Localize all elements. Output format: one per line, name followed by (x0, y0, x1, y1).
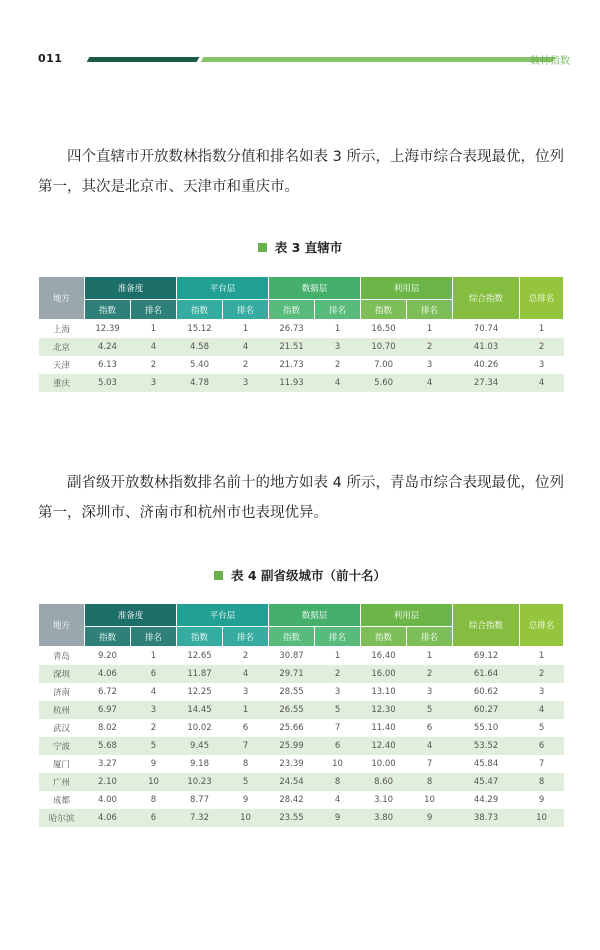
value-cell: 3 (520, 356, 564, 374)
region-cell: 天津 (39, 356, 85, 374)
value-cell: 24.54 (269, 773, 315, 791)
value-cell: 38.73 (453, 809, 520, 827)
value-cell: 5.40 (177, 356, 223, 374)
value-cell: 25.99 (269, 737, 315, 755)
value-cell: 1 (520, 320, 564, 338)
table-row (39, 791, 564, 809)
value-cell: 6 (131, 665, 177, 683)
region-cell: 宁波 (39, 737, 85, 755)
value-cell: 9 (520, 791, 564, 809)
value-cell: 28.55 (269, 683, 315, 701)
value-cell: 4.24 (85, 338, 131, 356)
table4-title (0, 566, 600, 584)
region-cell: 杭州 (39, 701, 85, 719)
value-cell: 10 (131, 773, 177, 791)
value-cell: 23.55 (269, 809, 315, 827)
header-use: 利用层 (361, 604, 453, 627)
table4-subprovincial-cities (38, 603, 564, 827)
value-cell: 40.26 (453, 356, 520, 374)
table-row (39, 683, 564, 701)
square-bullet-icon (258, 243, 267, 252)
value-cell: 2 (131, 356, 177, 374)
value-cell: 5 (315, 701, 361, 719)
header-rank: 排名 (223, 300, 269, 320)
value-cell: 60.27 (453, 701, 520, 719)
value-cell: 55.10 (453, 719, 520, 737)
table-row (39, 755, 564, 773)
value-cell: 3 (520, 683, 564, 701)
table3-title-text: 表 3 直辖市 (274, 240, 343, 255)
section-name: 数林指数 (530, 56, 570, 67)
value-cell: 8 (315, 773, 361, 791)
header-rank: 排名 (407, 300, 453, 320)
table-row (39, 647, 564, 665)
value-cell: 8.77 (177, 791, 223, 809)
table3-municipalities (38, 276, 564, 392)
value-cell: 3.10 (361, 791, 407, 809)
header-dark-bar (87, 57, 200, 62)
value-cell: 12.30 (361, 701, 407, 719)
value-cell: 7 (315, 719, 361, 737)
value-cell: 6.97 (85, 701, 131, 719)
value-cell: 4 (315, 791, 361, 809)
table-row (39, 356, 564, 374)
value-cell: 5.60 (361, 374, 407, 392)
value-cell: 6 (223, 719, 269, 737)
value-cell: 8 (407, 773, 453, 791)
header-green-bar (201, 57, 556, 62)
header-total-rank: 总排名 (520, 277, 564, 320)
value-cell: 11.87 (177, 665, 223, 683)
value-cell: 26.55 (269, 701, 315, 719)
value-cell: 5.03 (85, 374, 131, 392)
value-cell: 6 (407, 719, 453, 737)
value-cell: 2 (223, 356, 269, 374)
region-cell: 厦门 (39, 755, 85, 773)
value-cell: 30.87 (269, 647, 315, 665)
header-data: 数据层 (269, 604, 361, 627)
value-cell: 12.25 (177, 683, 223, 701)
header-index: 指数 (361, 300, 407, 320)
table-row (39, 665, 564, 683)
value-cell: 10 (315, 755, 361, 773)
table3-title (0, 238, 600, 256)
header-index: 指数 (177, 627, 223, 647)
value-cell: 4 (520, 701, 564, 719)
value-cell: 1 (407, 320, 453, 338)
region-cell: 武汉 (39, 719, 85, 737)
value-cell: 5 (520, 719, 564, 737)
region-cell: 济南 (39, 683, 85, 701)
value-cell: 4 (315, 374, 361, 392)
region-cell: 广州 (39, 773, 85, 791)
table-row (39, 737, 564, 755)
value-cell: 15.12 (177, 320, 223, 338)
value-cell: 3.27 (85, 755, 131, 773)
value-cell: 10.23 (177, 773, 223, 791)
value-cell: 9 (131, 755, 177, 773)
header-index: 指数 (177, 300, 223, 320)
value-cell: 3 (223, 683, 269, 701)
header-platform: 平台层 (177, 604, 269, 627)
value-cell: 3 (131, 701, 177, 719)
page-number: 011 (38, 52, 63, 65)
table-row (39, 773, 564, 791)
value-cell: 60.62 (453, 683, 520, 701)
value-cell: 8 (223, 755, 269, 773)
value-cell: 1 (520, 647, 564, 665)
value-cell: 6.13 (85, 356, 131, 374)
value-cell: 14.45 (177, 701, 223, 719)
table-row (39, 809, 564, 827)
value-cell: 2 (407, 338, 453, 356)
region-cell: 重庆 (39, 374, 85, 392)
value-cell: 7 (407, 755, 453, 773)
value-cell: 2 (520, 665, 564, 683)
value-cell: 3 (315, 683, 361, 701)
value-cell: 1 (315, 320, 361, 338)
value-cell: 7 (223, 737, 269, 755)
value-cell: 10.02 (177, 719, 223, 737)
region-cell: 青岛 (39, 647, 85, 665)
value-cell: 10 (223, 809, 269, 827)
value-cell: 26.73 (269, 320, 315, 338)
region-cell: 哈尔滨 (39, 809, 85, 827)
header-composite: 综合指数 (453, 277, 520, 320)
value-cell: 9.20 (85, 647, 131, 665)
header-index: 指数 (269, 627, 315, 647)
value-cell: 8.02 (85, 719, 131, 737)
header-index: 指数 (361, 627, 407, 647)
value-cell: 12.40 (361, 737, 407, 755)
table-row (39, 374, 564, 392)
value-cell: 41.03 (453, 338, 520, 356)
header-rank: 排名 (223, 627, 269, 647)
value-cell: 2 (131, 719, 177, 737)
table4-title-text: 表 4 副省级城市（前十名） (231, 568, 386, 583)
header-region: 地方 (39, 604, 85, 647)
table-row (39, 320, 564, 338)
value-cell: 23.39 (269, 755, 315, 773)
value-cell: 21.73 (269, 356, 315, 374)
value-cell: 4 (223, 338, 269, 356)
value-cell: 1 (315, 647, 361, 665)
region-cell: 北京 (39, 338, 85, 356)
value-cell: 3 (131, 374, 177, 392)
value-cell: 69.12 (453, 647, 520, 665)
value-cell: 1 (223, 320, 269, 338)
header-rank: 排名 (131, 300, 177, 320)
value-cell: 2 (223, 647, 269, 665)
value-cell: 3 (315, 338, 361, 356)
value-cell: 12.39 (85, 320, 131, 338)
value-cell: 7 (520, 755, 564, 773)
header-platform: 平台层 (177, 277, 269, 300)
value-cell: 25.66 (269, 719, 315, 737)
value-cell: 6 (520, 737, 564, 755)
value-cell: 10 (407, 791, 453, 809)
value-cell: 5 (131, 737, 177, 755)
value-cell: 27.34 (453, 374, 520, 392)
header-region: 地方 (39, 277, 85, 320)
value-cell: 5 (223, 773, 269, 791)
paragraph-municipalities: 四个直辖市开放数林指数分值和排名如表 3 所示，上海市综合表现最优，位列第一，其次是北京市、天津市和重庆市。 (38, 149, 564, 195)
value-cell: 6 (131, 809, 177, 827)
value-cell: 13.10 (361, 683, 407, 701)
value-cell: 61.64 (453, 665, 520, 683)
value-cell: 9 (407, 809, 453, 827)
value-cell: 28.42 (269, 791, 315, 809)
region-cell: 成都 (39, 791, 85, 809)
value-cell: 4 (520, 374, 564, 392)
value-cell: 4 (223, 665, 269, 683)
header-readiness: 准备度 (85, 277, 177, 300)
value-cell: 21.51 (269, 338, 315, 356)
value-cell: 3 (407, 356, 453, 374)
value-cell: 8 (131, 791, 177, 809)
value-cell: 9 (223, 791, 269, 809)
value-cell: 4.58 (177, 338, 223, 356)
value-cell: 3 (407, 683, 453, 701)
region-cell: 深圳 (39, 665, 85, 683)
value-cell: 2 (407, 665, 453, 683)
header-data: 数据层 (269, 277, 361, 300)
value-cell: 8.60 (361, 773, 407, 791)
value-cell: 4 (131, 683, 177, 701)
value-cell: 1 (223, 701, 269, 719)
page-header (38, 50, 570, 70)
value-cell: 44.29 (453, 791, 520, 809)
value-cell: 9.18 (177, 755, 223, 773)
value-cell: 9.45 (177, 737, 223, 755)
value-cell: 2 (315, 665, 361, 683)
value-cell: 6 (315, 737, 361, 755)
value-cell: 8 (520, 773, 564, 791)
table-row (39, 701, 564, 719)
header-index: 指数 (269, 300, 315, 320)
value-cell: 4.00 (85, 791, 131, 809)
value-cell: 4.06 (85, 665, 131, 683)
value-cell: 5 (407, 701, 453, 719)
value-cell: 4.06 (85, 809, 131, 827)
header-rank: 排名 (407, 627, 453, 647)
value-cell: 2 (520, 338, 564, 356)
value-cell: 6.72 (85, 683, 131, 701)
value-cell: 4 (407, 374, 453, 392)
header-index: 指数 (85, 300, 131, 320)
value-cell: 1 (131, 320, 177, 338)
value-cell: 29.71 (269, 665, 315, 683)
value-cell: 1 (407, 647, 453, 665)
table-row (39, 338, 564, 356)
value-cell: 9 (315, 809, 361, 827)
header-rank: 排名 (131, 627, 177, 647)
value-cell: 45.47 (453, 773, 520, 791)
value-cell: 10 (520, 809, 564, 827)
value-cell: 16.40 (361, 647, 407, 665)
value-cell: 11.40 (361, 719, 407, 737)
square-bullet-icon (214, 571, 223, 580)
table-row (39, 719, 564, 737)
header-composite: 综合指数 (453, 604, 520, 647)
paragraph-subprovincial: 副省级开放数林指数排名前十的地方如表 4 所示，青岛市综合表现最优，位列第一，深圳市、济南市和杭州市也表现优异。 (38, 475, 564, 521)
value-cell: 1 (131, 647, 177, 665)
value-cell: 10.00 (361, 755, 407, 773)
value-cell: 2 (315, 356, 361, 374)
header-index: 指数 (85, 627, 131, 647)
region-cell: 上海 (39, 320, 85, 338)
value-cell: 45.84 (453, 755, 520, 773)
header-rank: 排名 (315, 300, 361, 320)
header-total-rank: 总排名 (520, 604, 564, 647)
value-cell: 10.70 (361, 338, 407, 356)
value-cell: 4.78 (177, 374, 223, 392)
value-cell: 53.52 (453, 737, 520, 755)
value-cell: 7.00 (361, 356, 407, 374)
header-use: 利用层 (361, 277, 453, 300)
value-cell: 16.00 (361, 665, 407, 683)
header-rank: 排名 (315, 627, 361, 647)
value-cell: 7.32 (177, 809, 223, 827)
value-cell: 11.93 (269, 374, 315, 392)
value-cell: 12.65 (177, 647, 223, 665)
value-cell: 16.50 (361, 320, 407, 338)
header-readiness: 准备度 (85, 604, 177, 627)
value-cell: 70.74 (453, 320, 520, 338)
value-cell: 3 (223, 374, 269, 392)
value-cell: 4 (407, 737, 453, 755)
value-cell: 3.80 (361, 809, 407, 827)
value-cell: 2.10 (85, 773, 131, 791)
value-cell: 4 (131, 338, 177, 356)
value-cell: 5.68 (85, 737, 131, 755)
